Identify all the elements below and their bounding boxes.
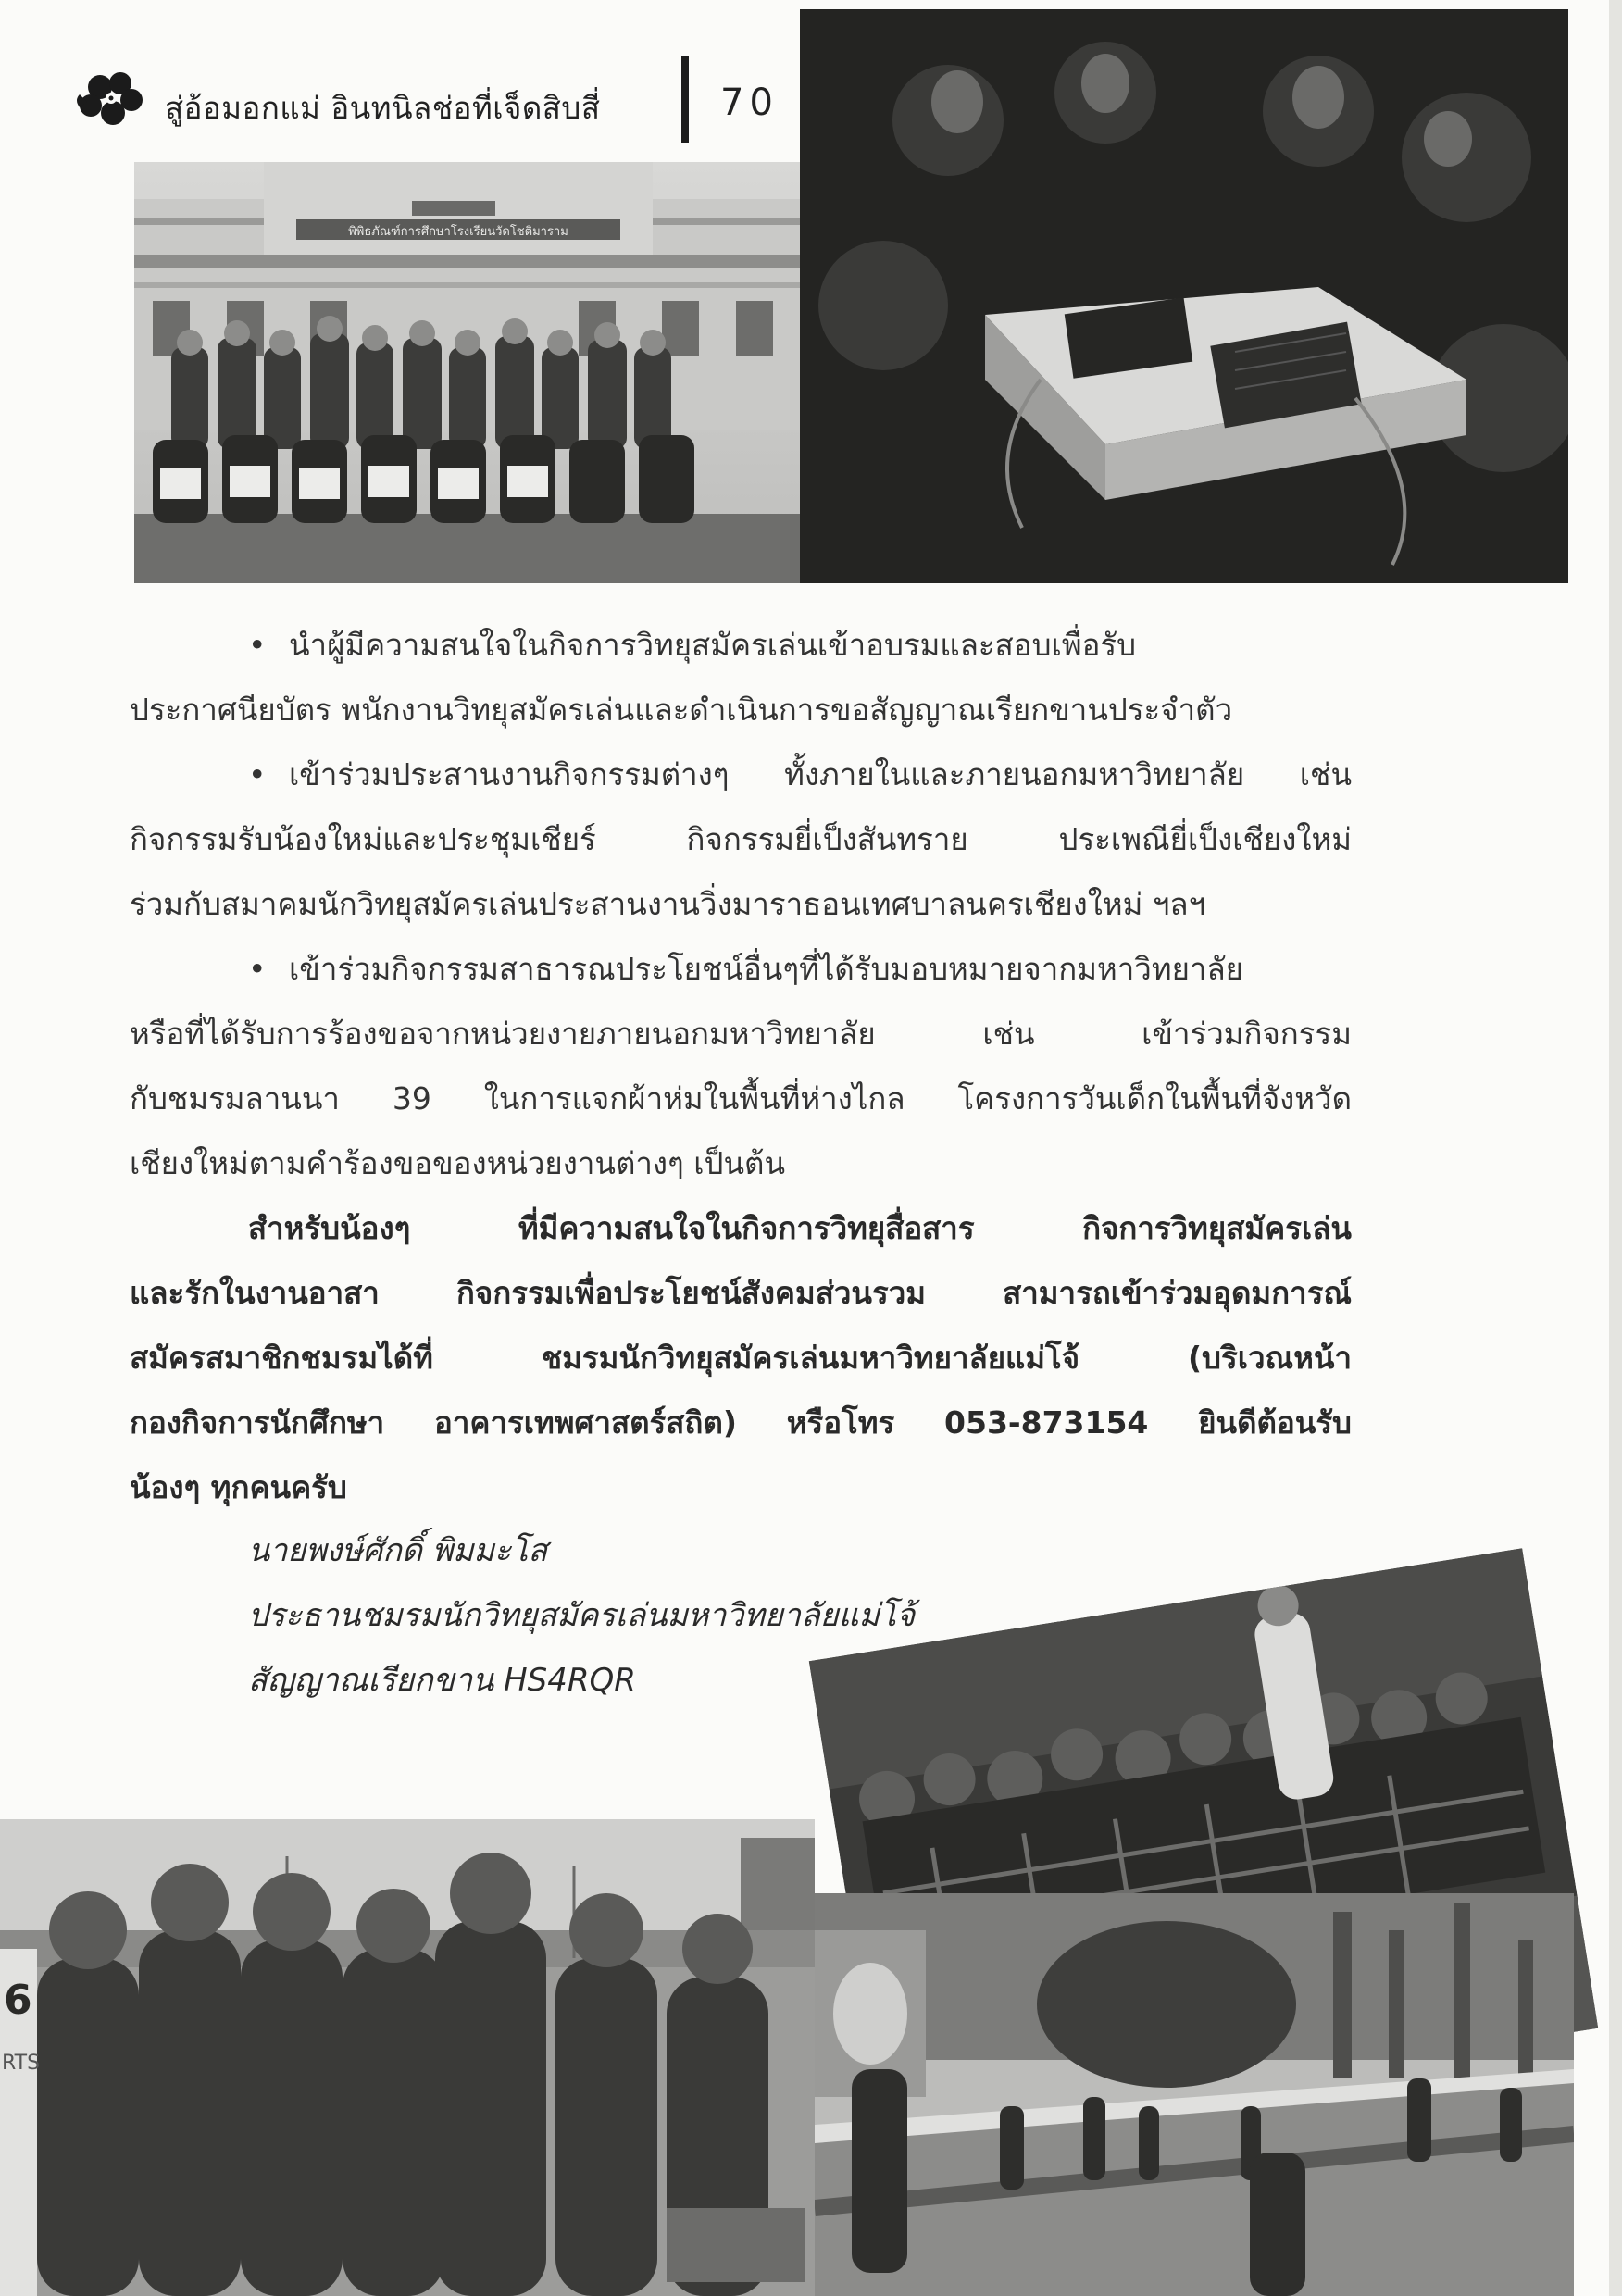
header-title: สู่อ้อมอกแม่ อินทนิลช่อที่เจ็ดสิบสี่ xyxy=(165,90,601,126)
header-divider xyxy=(681,56,689,143)
bullet-2-line-2: กิจกรรมรับน้องใหม่และประชุมเชียร์ กิจกรรมยี่เป็งสันทราย ประเพณียี่เป็งเชียงใหม่ xyxy=(130,821,1352,857)
closing-line-3: สมัครสมาชิกชมรมได้ที่ ชมรมนักวิทยุสมัครเล่นมหาวิทยาลัยแม่โจ้ (บริเวณหน้า xyxy=(130,1340,1352,1376)
page-header xyxy=(72,56,804,139)
group-photo xyxy=(134,162,801,583)
signature-name: นายพงษ์ศักดิ์ พิมมะโส xyxy=(248,1532,548,1569)
bullet-1-line-1: • นำผู้มีความสนใจในกิจการวิทยุสมัครเล่นเข้าอบรมและสอบเพื่อรับ xyxy=(130,613,1352,678)
closing-line-5: น้องๆ ทุกคนครับ xyxy=(130,1469,347,1505)
bullet-2-line-1: • เข้าร่วมประสานงานกิจกรรมต่างๆ ทั้งภายในและภายนอกมหาวิทยาลัย เช่น xyxy=(130,742,1352,807)
bullet-marker: • xyxy=(248,756,267,792)
bullet-3-line-3: กับชมรมลานนา 39 ในการแจกผ้าห่มในพื้นที่ห่างไกล โครงการวันเด็กในพื้นที่จังหวัด xyxy=(130,1080,1352,1117)
bullet-3-line-1: • เข้าร่วมกิจกรรมสาธารณประโยชน์อื่นๆที่ได้รับมอบหมายจากมหาวิทยาลัย xyxy=(130,937,1352,1002)
closing-line-2: และรักในงานอาสา กิจกรรมเพื่อประโยชน์สังคมส่วนรวม สามารถเข้าร่วมอุดมการณ์ xyxy=(130,1275,1352,1311)
signature-position: ประธานชมรมนักวิทยุสมัครเล่นมหาวิทยาลัยแม่โจ้ xyxy=(248,1597,916,1634)
page-edge xyxy=(1609,0,1622,2296)
signature-call-sign: สัญญาณเรียกขาน HS4RQR xyxy=(248,1662,636,1699)
bullet-3-line-4: เชียงใหม่ตามคำร้องขอของหน่วยงานต่างๆ เป็นต้น xyxy=(130,1145,786,1181)
bullet-2-line-3: ร่วมกับสมาคมนักวิทยุสมัครเล่นประสานงานวิ่งมาราธอนเทศบาลนครเชียงใหม่ ฯลฯ xyxy=(130,886,1206,922)
roadside-group-photo xyxy=(0,1819,815,2296)
flower-logo-icon xyxy=(72,67,152,133)
page-number: 70 xyxy=(720,81,779,124)
jersey-number: 6 xyxy=(4,1977,32,2024)
closing-line-4: กองกิจการนักศึกษา อาคารเทพศาสตร์สถิต) หรือโทร 053-873154 ยินดีต้อนรับ xyxy=(130,1404,1352,1441)
radio-equipment-photo xyxy=(800,9,1568,583)
closing-line-1: สำหรับน้องๆ ที่มีความสนใจในกิจการวิทยุสื่อสาร กิจการวิทยุสมัครเล่น xyxy=(248,1210,1352,1246)
jersey-text: RTS xyxy=(2,2052,41,2075)
closing-paragraph xyxy=(130,1196,1352,1520)
bullet-1-line-2: ประกาศนียบัตร พนักงานวิทยุสมัครเล่นและดำเนินการขอสัญญาณเรียกขานประจำตัว xyxy=(130,692,1233,728)
bullet-marker: • xyxy=(248,951,267,987)
building-sign-text: พิพิธภัณฑ์การศึกษาโรงเรียนวัดโชติมาราม xyxy=(348,225,568,239)
marathon-road-photo xyxy=(815,1893,1574,2296)
bullet-list xyxy=(130,613,1352,1196)
bullet-3-line-2: หรือที่ได้รับการร้องขอจากหน่วยงายภายนอกมหาวิทยาลัย เช่น เข้าร่วมกิจกรรม xyxy=(130,1016,1352,1052)
bullet-marker: • xyxy=(248,627,267,663)
